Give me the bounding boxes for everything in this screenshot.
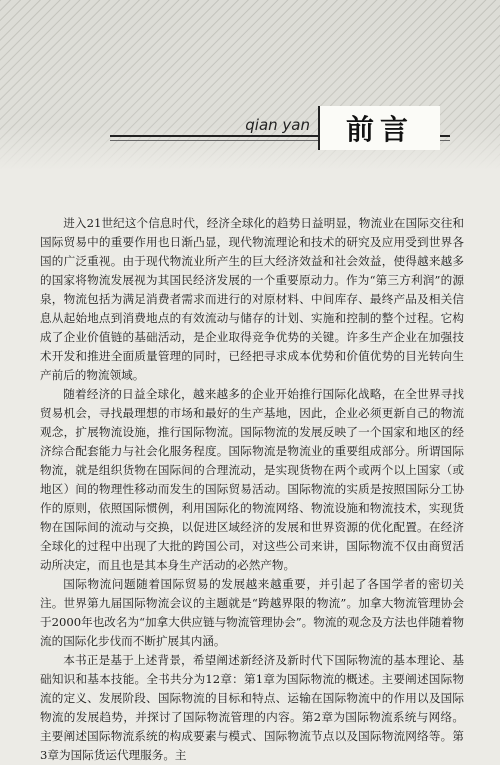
title-pinyin: qian yan [245,116,310,134]
paragraph: 国际物流问题随着国际贸易的发展越来越重要，并引起了各国学者的密切关注。世界第九届国际物流会议的主题就是“跨越界限的物流”。加拿大物流管理协会于2000年也改名为“加拿大供应链与物流管理协会”。物流的观念及方法也伴随着物流的国际化步伐而不断扩展其内涵。 [40,577,464,648]
body-text [40,214,464,765]
paragraph: 随着经济的日益全球化，越来越多的企业开始推行国际化战略，在全世界寻找贸易机会，寻找最理想的市场和最好的生产基地，因此，企业必须更新自己的物流观念，扩展物流设施，推行国际物流。国际物流的发展反映了一个国家和地区的经济综合配套能力与社会化服务程度。国际物流是物流业的重要组成部分。所谓国际物流，就是组织货物在国际间的合理流动，是实现货物在两个或两个以上国家（或地区）间的物理性移动而发生的国际贸易活动。国际物流的实质是按照国际分工协作的原则，依照国际惯例，利用国际化的物流网络、物流设施和物流技术，实现货物在国际间的流动与交换，以促进区域经济的发展和世界资源的优化配置。在经济全球化的过程中出现了大批的跨国公司，对这些公司来讲，国际物流不仅由商贸活动所决定，而且也是其本身生产活动的必然产物。 [40,387,464,572]
paragraph: 本书正是基于上述背景，希望阐述新经济及新时代下国际物流的基本理论、基础知识和基本技能。全书共分为12章：第1章为国际物流的概述。主要阐述国际物流的定义、发展阶段、国际物流的目标和特点、运输在国际物流中的作用以及国际物流的发展趋势，并探讨了国际物流管理的内容。第2章为国际物流系统与网络。主要阐述国际物流系统的构成要素与模式、国际物流节点以及国际物流网络等。第3章为国际货运代理服务。主 [40,653,464,762]
page-title: 前言 [345,113,414,146]
paragraph: 进入21世纪这个信息时代，经济全球化的趋势日益明显，物流业在国际交往和国际贸易中的重要作用也日渐凸显，现代物流理论和技术的研究及应用受到世界各国的广泛重视。由于现代物流业所产生的巨大经济效益和社会效益，使得越来越多的国家将物流发展视为其国民经济发展的一个重要原动力。作为“第三方利润”的源泉，物流包括为满足消费者需求而进行的对原材料、中间库存、最终产品及相关信息从起始地点到消费地点的有效流动与储存的计划、实施和控制的整个过程。它构成了企业价值链的基础活动，是企业取得竞争优势的关键。许多生产企业在加强技术开发和推进全面质量管理的同时，已经把寻求成本优势和价值优势的目光转向生产前后的物流领域。 [40,216,464,382]
title-box [318,106,440,150]
